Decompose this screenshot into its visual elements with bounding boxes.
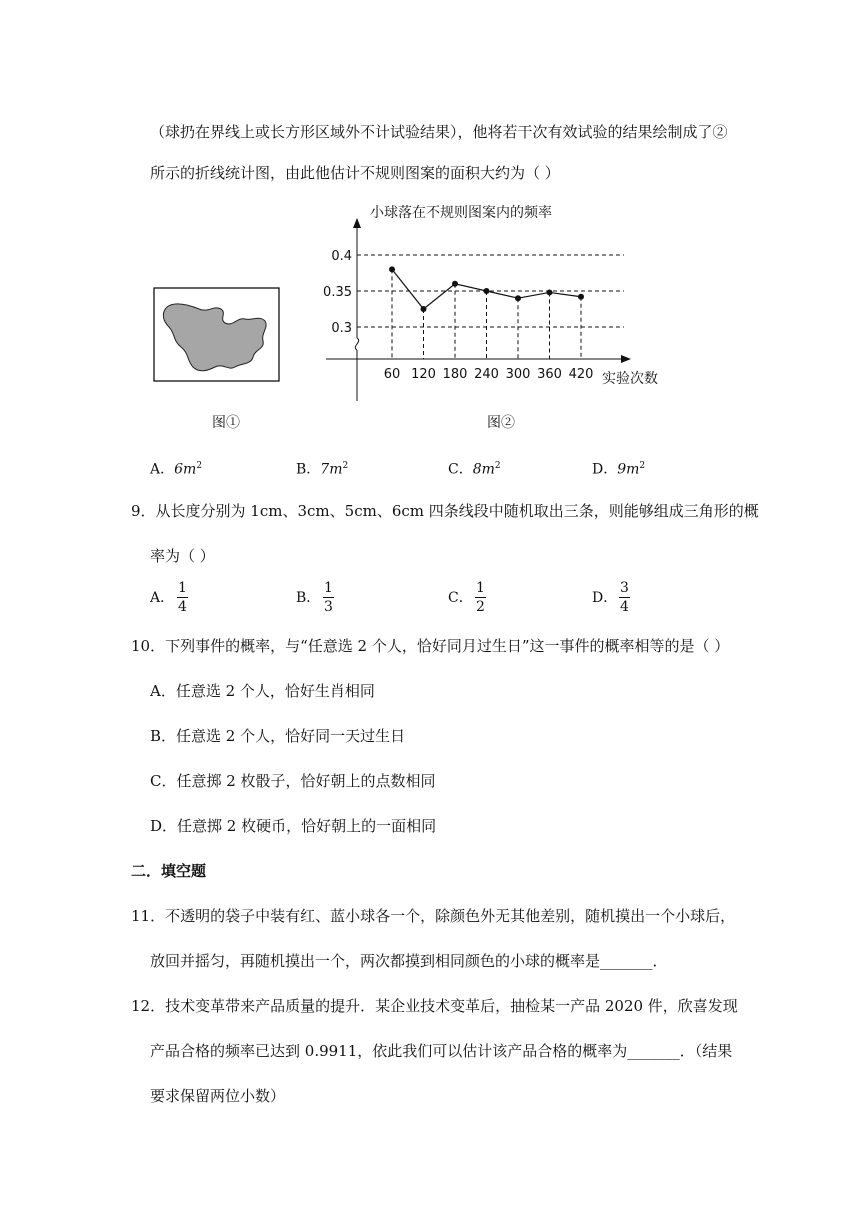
x-tick-label: 300 [505,367,531,382]
x-tick-label: 240 [474,367,499,382]
q11-line1: 11．不透明的袋子中装有红、蓝小球各一个，除颜色外无其他差别，随机摸出一个小球后， [131,907,736,925]
data-point [578,294,584,300]
x-tick-label: 420 [568,367,594,382]
q10-option-b: B．任意选 2 个人，恰好同一天过生日 [150,727,406,745]
x-tick-label: 180 [442,367,468,382]
q11-line2: 放回并摇匀，再随机摸出一个，两次都摸到相同颜色的小球的概率是_______． [150,952,668,970]
x-tick-label: 120 [411,367,436,382]
figure2-label: 图② [487,415,515,431]
q12-line1: 12．技术变革带来产品质量的提升．某企业技术变革后，抽检某一产品 2020 件，欣喜发现 [131,997,738,1015]
q9-option-d: D． [592,590,618,606]
q9-option-b: B． [296,590,321,606]
q9-line1: 9．从长度分别为 1cm、3cm、5cm、6cm 四条线段中随机取出三条，则能够组成三角形的概 [131,502,759,520]
y-tick-label: 0.35 [323,285,352,300]
axis-break [355,338,358,350]
data-point [452,281,458,287]
data-point [484,288,490,294]
q10-option-d: D．任意掷 2 枚硬币，恰好朝上的一面相同 [150,817,437,835]
q8-option-b: B．$7m^2$ [296,461,349,478]
q10-option-c: C．任意掷 2 枚骰子，恰好朝上的点数相同 [150,772,436,790]
q9-option-b-fraction: 1 3 [324,580,333,615]
data-point [421,306,427,312]
x-tick-label: 60 [383,367,401,382]
q10-stem: 10．下列事件的概率，与“任意选 2 个人，恰好同月过生日”这一事件的概率相等的是（ ） [131,637,730,655]
x-axis-arrow [621,355,631,363]
y-tick-label: 0.3 [331,321,352,336]
data-point [515,295,521,301]
data-point [547,289,553,295]
q8-option-a: A．$6m^2$ [150,461,203,478]
irregular-blob [163,304,266,371]
x-tick-label: 360 [537,367,562,382]
section-title: 二．填空题 [131,862,207,880]
q8-line2: 所示的折线统计图，由此他估计不规则图案的面积大约为（ ） [150,164,560,182]
q9-option-a-fraction: 1 4 [178,580,187,615]
q9-option-a: A． [150,590,175,606]
chart-title: 小球落在不规则图案内的频率 [370,205,552,221]
q8-option-c: C．$8m^2$ [448,461,501,478]
q9-option-d-fraction: 3 4 [620,580,629,615]
q8-option-d: D．$9m^2$ [592,461,646,478]
figure1-label: 图① [212,415,240,431]
q9-option-c-fraction: 1 2 [476,580,485,615]
q9-line2: 率为（ ） [150,547,215,565]
q9-option-c: C． [448,590,473,606]
q10-option-a: A．任意选 2 个人，恰好生肖相同 [150,682,375,700]
q12-line3: 要求保留两位小数） [150,1087,286,1105]
x-axis-label: 实验次数 [602,371,658,387]
q12-line2: 产品合格的频率已达到 0.9911，依此我们可以估计该产品合格的概率为_______．（结果 [150,1042,733,1060]
y-axis-arrow [353,218,361,228]
q8-line1: （球扔在界线上或长方形区域外不计试验结果），他将若干次有效试验的结果绘制成了② [150,123,728,141]
irregular-shape-figure [153,287,281,383]
frequency-line-chart [323,198,676,403]
y-tick-label: 0.4 [331,249,352,264]
data-point [389,266,395,272]
